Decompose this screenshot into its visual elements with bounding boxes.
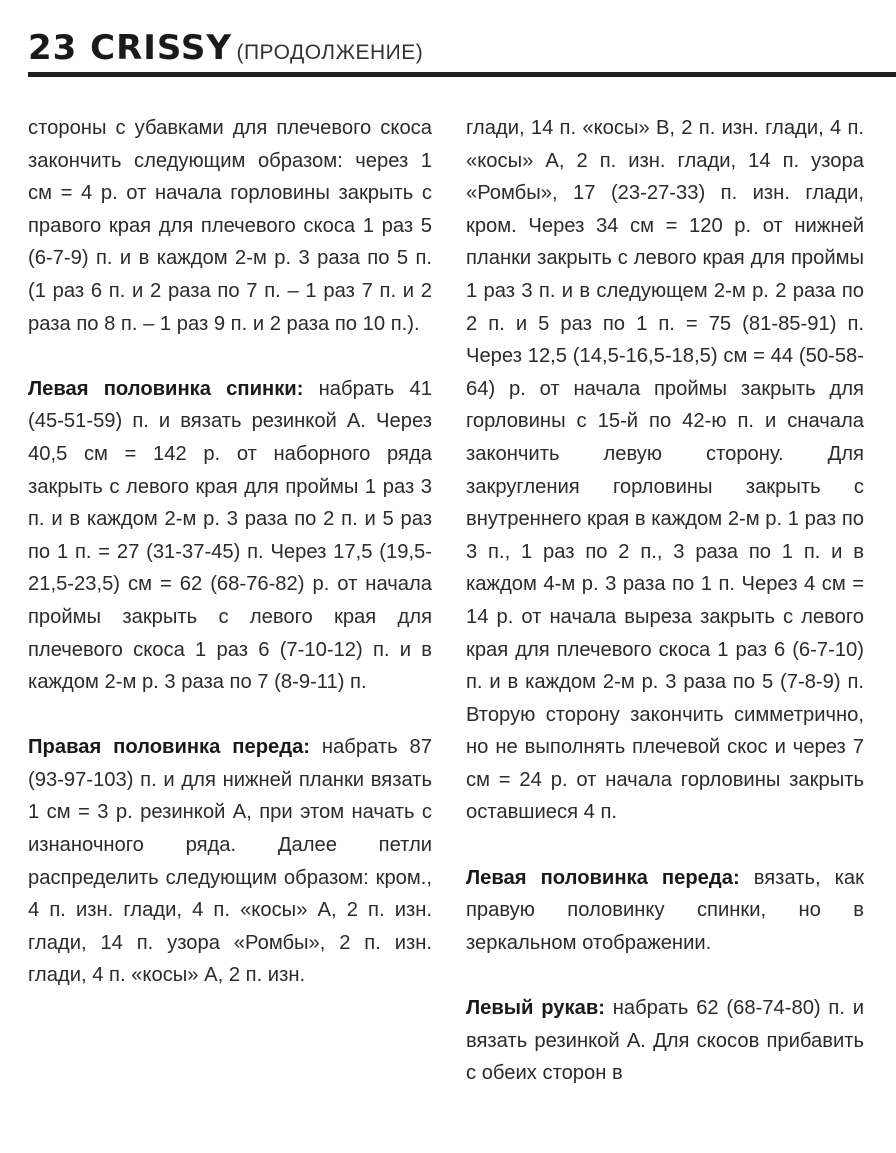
page-header (28, 28, 896, 76)
section-heading: Левая половинка спинки: (28, 377, 304, 400)
left-column (28, 112, 432, 992)
header-rule (28, 72, 896, 77)
page-subtitle: (ПРОДОЛЖЕНИЕ) (236, 41, 424, 64)
paragraph-text: набрать 87 (93-97-103) п. и для нижней планки вязать 1 см = 3 р. резинкой А, при этом начать с изнаночного ряда. Далее петли распределить следующим образом: кром., 4 п. изн. глади, 4 п. «косы» А, 2 п. изн. глади, 14 п. узора «Ромбы», 2 п. изн. глади, 4 п. «косы» А, 2 п. изн. (28, 736, 433, 987)
paragraph-text: вязать, как правую половинку спинки, но в зеркальном отображении. (466, 866, 864, 954)
page-title: 23 CRISSY (28, 28, 233, 68)
paragraph-shoulder-slope (28, 112, 432, 340)
section-heading: Левая половинка переда: (466, 866, 740, 889)
paragraph-left-sleeve (466, 992, 864, 1090)
paragraph-right-front (28, 731, 432, 992)
paragraph-left-back (28, 373, 432, 699)
section-heading: Левый рукав: (466, 997, 605, 1020)
paragraph-text: стороны с убавками для плечевого скоса закончить следующим образом: через 1 см = 4 р. от начала горловины закрыть с правого края для плечевого скоса 1 раз 5 (6-7-9) п. и в каждом 2-м р. 3 раза по 5 п. (1 раз 6 п. и 2 раза по 7 п. – 1 раз 7 п. и 2 раза по 8 п. – 1 раз 9 п. и 2 раза по 10 п.). (28, 117, 432, 335)
section-heading: Правая половинка переда: (28, 736, 311, 759)
paragraph-text: набрать 41 (45-51-59) п. и вязать резинкой А. Через 40,5 см = 142 р. от наборного ряда закрыть с левого края для проймы 1 раз 3 п. и в каждом 2-м р. 3 раза по 2 п. и 5 раз по 1 п. = 27 (31-37-45) п. Через 17,5 (19,5-21,5-23,5) см = 62 (68-76-82) р. от начала проймы закрыть с левого края для плечевого скоса 1 раз 6 (7-10-12) п. и в каждом 2-м р. 3 раза по 7 (8-9-11) п. (28, 377, 433, 694)
paragraph-text: набрать 62 (68-74-80) п. и вязать резинкой А. Для скосов прибавить с обеих сторон в (466, 997, 864, 1085)
paragraph-text: глади, 14 п. «косы» В, 2 п. изн. глади, 4 п. «косы» А, 2 п. изн. глади, 14 п. узора «Ромбы», 17 (23-27-33) п. изн. глади, кром. Через 34 см = 120 р. от нижней планки закрыть с левого края для проймы 1 раз 3 п. и в следующем 2-м р. 2 раза по 2 п. и 5 раз по 1 п. = 75 (81-85-91) п. Через 12,5 (14,5-16,5-18,5) см = 44 (50-58-64) р. от начала проймы закрыть для горловины с 15-й по 42-ю п. и сначала закончить левую сторону. Для закругления горловины закрыть с внутреннего края в каждом 2-м р. 1 раз по 3 п., 1 раз по 2 п., 3 раза по 1 п. и в каждом 4-м р. 3 раза по 1 п. Через 4 см = 14 р. от начала выреза закрыть с левого края для плечевого скоса 1 раз 6 (6-7-10) п. и в каждом 2-м р. 3 раза по 5 (7-8-9) п. Вторую сторону закончить симметрично, но не выполнять плечевой скос и через 7 см = 24 р. от начала горловины закрыть оставшиеся 4 п. (466, 117, 864, 824)
paragraph-left-front (466, 862, 864, 960)
right-column (466, 112, 864, 1090)
paragraph-right-front-cont (466, 112, 864, 829)
